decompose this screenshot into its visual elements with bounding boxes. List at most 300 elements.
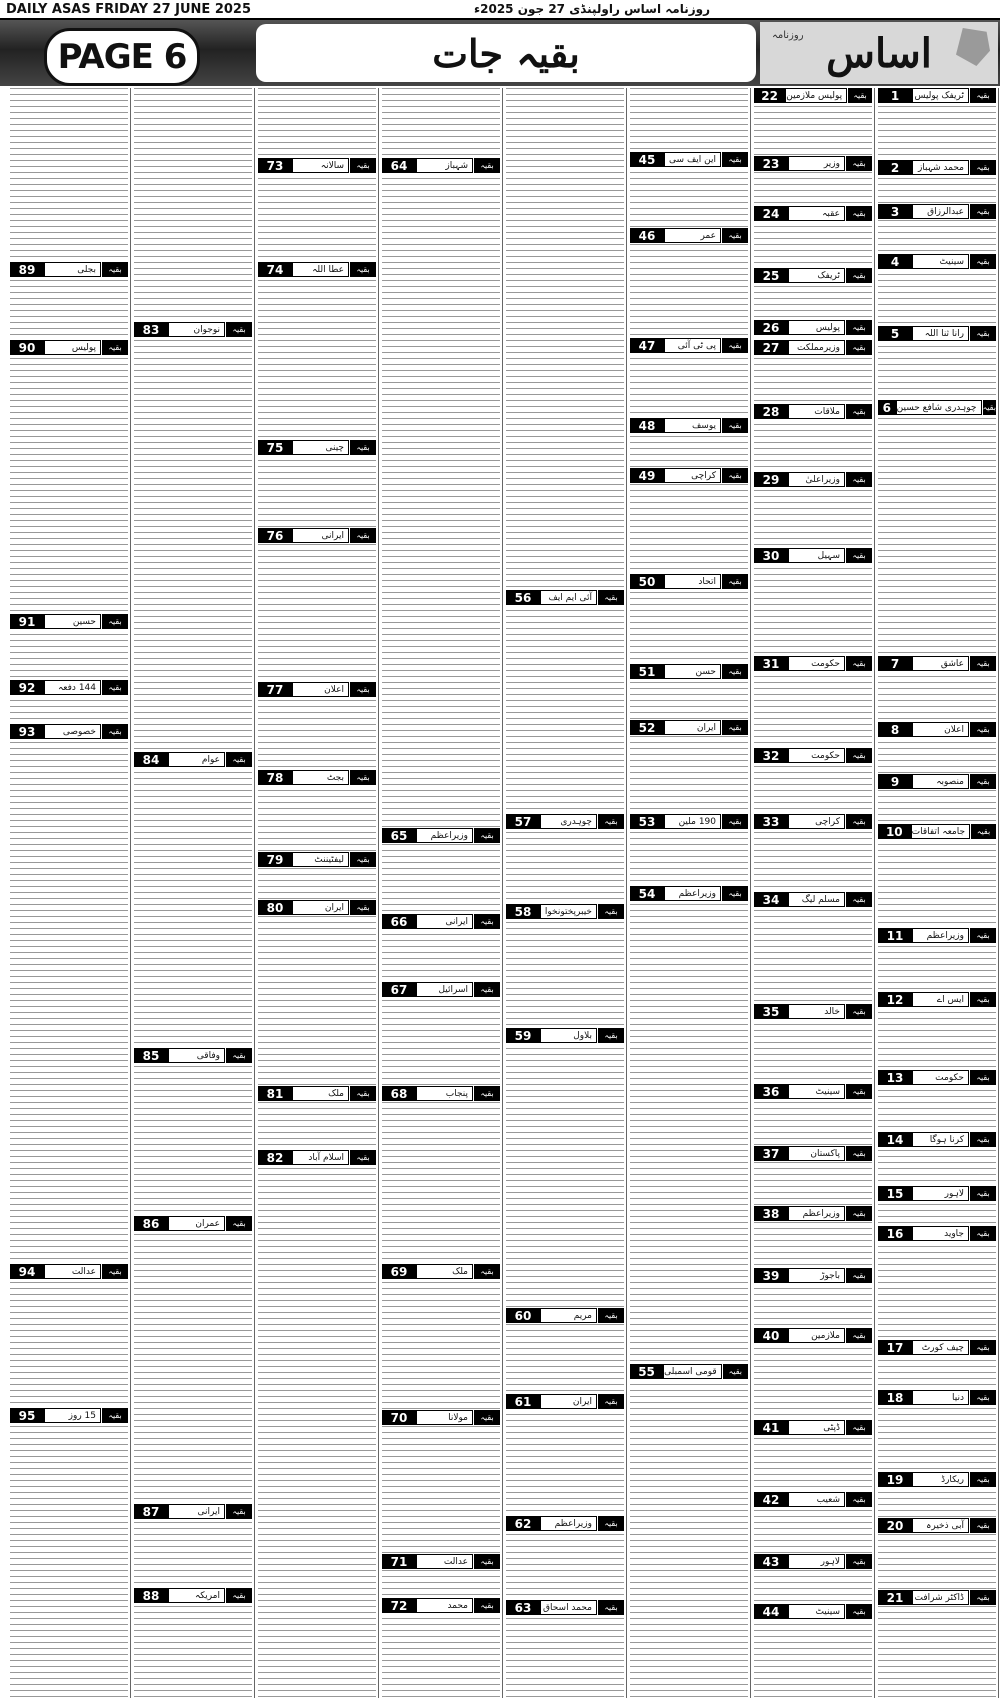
continuation-title: 15 روز xyxy=(44,1408,101,1423)
continuation-number: 41 xyxy=(754,1420,788,1435)
continuation-label: بقیہ xyxy=(969,1590,996,1605)
continuation-title: بجلی xyxy=(44,262,101,277)
continuation-header xyxy=(878,722,996,737)
continuation-label: بقیہ xyxy=(969,88,996,103)
continuation-label: بقیہ xyxy=(969,326,996,341)
continuation-label: بقیہ xyxy=(349,900,376,915)
continuation-title: ملازمین xyxy=(788,1328,845,1343)
continuation-label: بقیہ xyxy=(721,574,748,589)
continuation-number: 29 xyxy=(754,472,788,487)
continuation-label: بقیہ xyxy=(721,720,748,735)
continuation-label: بقیہ xyxy=(597,814,624,829)
continuation-number: 15 xyxy=(878,1186,912,1201)
column-body-text xyxy=(10,88,128,1698)
continuation-label: بقیہ xyxy=(845,206,872,221)
continuation-label: بقیہ xyxy=(597,904,624,919)
continuation-number: 90 xyxy=(10,340,44,355)
continuation-title: مولانا xyxy=(416,1410,473,1425)
continuation-header xyxy=(258,440,376,455)
continuation-number: 82 xyxy=(258,1150,292,1165)
continuation-number: 91 xyxy=(10,614,44,629)
continuation-header xyxy=(878,254,996,269)
text-column xyxy=(878,88,996,1698)
continuation-number: 38 xyxy=(754,1206,788,1221)
continuation-label: بقیہ xyxy=(845,1604,872,1619)
continuation-title: ٹریفک xyxy=(788,268,845,283)
continuation-title: پنجاب xyxy=(416,1086,473,1101)
continuation-header xyxy=(134,322,252,337)
continuation-title: قومی اسمبلی xyxy=(663,1364,722,1379)
continuation-header xyxy=(258,158,376,173)
continuation-number: 54 xyxy=(630,886,664,901)
continuation-title: عقبہ xyxy=(788,206,845,221)
continuation-title: کراچی xyxy=(788,814,845,829)
continuation-header xyxy=(630,228,748,243)
continuation-number: 25 xyxy=(754,268,788,283)
continuation-header xyxy=(382,982,500,997)
continuation-header xyxy=(10,262,128,277)
continuation-number: 36 xyxy=(754,1084,788,1099)
continuation-number: 68 xyxy=(382,1086,416,1101)
continuation-number: 79 xyxy=(258,852,292,867)
continuation-number: 63 xyxy=(506,1600,540,1615)
continuation-number: 28 xyxy=(754,404,788,419)
continuation-number: 2 xyxy=(878,160,912,175)
continuation-title: دنیا xyxy=(912,1390,969,1405)
continuation-number: 92 xyxy=(10,680,44,695)
continuation-label: بقیہ xyxy=(969,1226,996,1241)
continuation-label: بقیہ xyxy=(969,1390,996,1405)
continuation-header xyxy=(878,326,996,341)
continuation-header xyxy=(754,1268,872,1283)
continuation-label: بقیہ xyxy=(969,928,996,943)
continuation-header xyxy=(754,340,872,355)
continuation-number: 10 xyxy=(878,824,911,839)
continuation-label: بقیہ xyxy=(473,1264,500,1279)
continuation-header xyxy=(878,1390,996,1405)
continuation-header xyxy=(754,268,872,283)
continuation-label: بقیہ xyxy=(845,656,872,671)
continuation-header xyxy=(878,160,996,175)
continuation-label: بقیہ xyxy=(225,1504,252,1519)
continuation-title: لاہور xyxy=(912,1186,969,1201)
continuation-number: 83 xyxy=(134,322,168,337)
continuation-title: خالد xyxy=(788,1004,845,1019)
continuation-number: 86 xyxy=(134,1216,168,1231)
continuation-title: 144 دفعہ xyxy=(44,680,101,695)
continuation-title: سینیٹ xyxy=(788,1084,845,1099)
continuation-label: بقیہ xyxy=(721,468,748,483)
continuation-label: بقیہ xyxy=(721,664,748,679)
continuation-number: 77 xyxy=(258,682,292,697)
continuation-label: بقیہ xyxy=(349,528,376,543)
continuation-header xyxy=(506,1308,624,1323)
continuation-title: ملک xyxy=(416,1264,473,1279)
continuation-number: 48 xyxy=(630,418,664,433)
continuation-header xyxy=(754,748,872,763)
continuation-number: 5 xyxy=(878,326,912,341)
continuation-title: این ایف سی xyxy=(664,152,721,167)
continuation-title: عمران xyxy=(168,1216,225,1231)
continuation-title: کراچی xyxy=(664,468,721,483)
continuation-number: 71 xyxy=(382,1554,416,1569)
continuation-label: بقیہ xyxy=(969,656,996,671)
continuation-label: بقیہ xyxy=(845,320,872,335)
text-column xyxy=(754,88,872,1698)
continuation-header xyxy=(754,88,872,103)
continuation-number: 81 xyxy=(258,1086,292,1101)
continuation-header xyxy=(382,914,500,929)
continuation-number: 24 xyxy=(754,206,788,221)
continuation-title: چوہدری xyxy=(540,814,597,829)
continuation-header xyxy=(10,1408,128,1423)
continuation-title: عاشق xyxy=(912,656,969,671)
continuation-header xyxy=(878,824,996,839)
continuation-label: بقیہ xyxy=(722,1364,748,1379)
continuation-number: 58 xyxy=(506,904,540,919)
continuation-label: بقیہ xyxy=(225,1588,252,1603)
continuation-header xyxy=(630,664,748,679)
continuation-label: بقیہ xyxy=(721,418,748,433)
continuation-header xyxy=(630,468,748,483)
continuation-header xyxy=(754,892,872,907)
continuation-header xyxy=(382,1554,500,1569)
continuation-title: لیفٹیننٹ xyxy=(292,852,349,867)
continuation-title: سینیٹ xyxy=(912,254,969,269)
continuation-number: 69 xyxy=(382,1264,416,1279)
continuation-title: آئی ایم ایف xyxy=(540,590,597,605)
continuation-title: اسلام آباد xyxy=(292,1150,349,1165)
continuation-title: ایرانی xyxy=(168,1504,225,1519)
continuation-number: 78 xyxy=(258,770,292,785)
continuation-number: 62 xyxy=(506,1516,540,1531)
continuation-number: 49 xyxy=(630,468,664,483)
top-strip xyxy=(0,0,1000,20)
continuation-header xyxy=(754,1146,872,1161)
continuation-title: اعلان xyxy=(912,722,969,737)
continuation-header xyxy=(506,1600,624,1615)
continuation-label: بقیہ xyxy=(845,548,872,563)
continuation-header xyxy=(10,340,128,355)
continuation-label: بقیہ xyxy=(845,472,872,487)
continuation-number: 57 xyxy=(506,814,540,829)
continuation-title: وزیراعظم xyxy=(416,828,473,843)
continuation-title: وزیراعظم xyxy=(540,1516,597,1531)
text-column xyxy=(506,88,624,1698)
continuation-header xyxy=(754,1604,872,1619)
continuation-title: خیبرپختونخوا xyxy=(540,904,597,919)
continuation-header xyxy=(382,158,500,173)
continuation-title: عمر xyxy=(664,228,721,243)
continuation-header xyxy=(630,152,748,167)
continuation-label: بقیہ xyxy=(101,680,128,695)
continuation-title: پی ٹی آئی xyxy=(664,338,721,353)
continuation-label: بقیہ xyxy=(969,1070,996,1085)
continuation-label: بقیہ xyxy=(982,400,997,415)
continuation-title: مسلم لیگ xyxy=(788,892,845,907)
continuation-label: بقیہ xyxy=(721,814,748,829)
continuation-number: 76 xyxy=(258,528,292,543)
continuation-title: ریکارڈ xyxy=(912,1472,969,1487)
continuation-number: 4 xyxy=(878,254,912,269)
continuation-header xyxy=(754,1206,872,1221)
continuation-label: بقیہ xyxy=(969,254,996,269)
continuation-title: چوہدری شافع حسین xyxy=(896,400,982,415)
continuation-number: 93 xyxy=(10,724,44,739)
continuation-number: 14 xyxy=(878,1132,912,1147)
continuation-header xyxy=(630,814,748,829)
continuation-header xyxy=(506,1028,624,1043)
continuation-title: اتحاد xyxy=(664,574,721,589)
continuation-number: 85 xyxy=(134,1048,168,1063)
continuation-number: 43 xyxy=(754,1554,788,1569)
continuation-header xyxy=(134,1588,252,1603)
continuation-header xyxy=(878,1070,996,1085)
continuation-title: بلاول xyxy=(540,1028,597,1043)
urdu-date: روزنامہ اساس راولپنڈی 27 جون 2025ء xyxy=(473,2,710,16)
continuation-header xyxy=(506,1394,624,1409)
continuation-number: 34 xyxy=(754,892,788,907)
continuation-number: 37 xyxy=(754,1146,788,1161)
continuation-label: بقیہ xyxy=(473,1086,500,1101)
continuation-header xyxy=(382,1598,500,1613)
continuation-header xyxy=(754,320,872,335)
section-title: بقیہ جات xyxy=(256,24,756,82)
continuation-header xyxy=(754,656,872,671)
continuation-title: بجٹ xyxy=(292,770,349,785)
continuation-label: بقیہ xyxy=(845,1084,872,1099)
continuation-header xyxy=(878,656,996,671)
continuation-header xyxy=(630,886,748,901)
continuation-title: امریکہ xyxy=(168,1588,225,1603)
continuation-title: ڈپٹی xyxy=(788,1420,845,1435)
continuation-label: بقیہ xyxy=(101,1408,128,1423)
continuation-number: 87 xyxy=(134,1504,168,1519)
continuation-title: ایران xyxy=(292,900,349,915)
continuation-label: بقیہ xyxy=(969,160,996,175)
continuation-title: وزیر xyxy=(788,156,845,171)
continuation-title: شہباز xyxy=(416,158,473,173)
continuation-number: 8 xyxy=(878,722,912,737)
continuation-title: عدالت xyxy=(44,1264,101,1279)
continuation-title: مریم xyxy=(540,1308,597,1323)
continuation-number: 44 xyxy=(754,1604,788,1619)
continuation-title: اعلان xyxy=(292,682,349,697)
continuation-title: 190 ملین xyxy=(664,814,721,829)
continuation-number: 89 xyxy=(10,262,44,277)
continuation-title: محمد اسحاق xyxy=(540,1600,597,1615)
continuation-header xyxy=(754,1328,872,1343)
continuation-label: بقیہ xyxy=(349,770,376,785)
continuation-header xyxy=(754,548,872,563)
page-number-badge: PAGE 6 xyxy=(44,28,200,86)
continuation-title: محمد xyxy=(416,1598,473,1613)
continuation-number: 95 xyxy=(10,1408,44,1423)
continuation-title: یوسف xyxy=(664,418,721,433)
text-column xyxy=(10,88,128,1698)
continuation-label: بقیہ xyxy=(969,1472,996,1487)
continuation-title: وزیراعظم xyxy=(664,886,721,901)
continuation-label: بقیہ xyxy=(969,204,996,219)
continuation-title: ایران xyxy=(664,720,721,735)
continuation-title: ملاقات xyxy=(788,404,845,419)
continuation-header xyxy=(754,404,872,419)
continuation-number: 70 xyxy=(382,1410,416,1425)
continuation-header xyxy=(630,574,748,589)
continuation-header xyxy=(878,992,996,1007)
continuation-header xyxy=(878,774,996,789)
continuation-header xyxy=(134,1504,252,1519)
continuation-title: رانا ثنا اللہ xyxy=(912,326,969,341)
continuation-header xyxy=(630,418,748,433)
continuation-title: ڈاکٹر شرافت xyxy=(912,1590,969,1605)
continuation-label: بقیہ xyxy=(845,1268,872,1283)
continuation-title: پولیس ملازمین xyxy=(785,88,847,103)
continuation-number: 7 xyxy=(878,656,912,671)
continuation-title: عوام xyxy=(168,752,225,767)
continuation-label: بقیہ xyxy=(969,1132,996,1147)
continuation-label: بقیہ xyxy=(845,748,872,763)
continuation-header xyxy=(134,1216,252,1231)
text-column xyxy=(134,88,252,1698)
continuation-title: سہیل xyxy=(788,548,845,563)
continuation-number: 74 xyxy=(258,262,292,277)
continuation-number: 39 xyxy=(754,1268,788,1283)
continuation-number: 51 xyxy=(630,664,664,679)
continuation-number: 52 xyxy=(630,720,664,735)
continuation-number: 55 xyxy=(630,1364,663,1379)
continuation-header xyxy=(754,472,872,487)
edition-line: DAILY ASAS FRIDAY 27 JUNE 2025 xyxy=(6,1,252,17)
continuation-title: ایران xyxy=(540,1394,597,1409)
continuation-label: بقیہ xyxy=(597,590,624,605)
continuation-header xyxy=(258,262,376,277)
continuation-title: خصوصی xyxy=(44,724,101,739)
continuation-title: پولیس xyxy=(788,320,845,335)
continuation-number: 67 xyxy=(382,982,416,997)
continuation-title: وزیرمملکت xyxy=(788,340,845,355)
continuation-label: بقیہ xyxy=(473,1598,500,1613)
continuation-header xyxy=(754,156,872,171)
continuations-body xyxy=(4,88,996,1698)
continuation-header xyxy=(506,1516,624,1531)
continuation-header xyxy=(10,724,128,739)
continuation-label: بقیہ xyxy=(101,1264,128,1279)
continuation-header xyxy=(258,900,376,915)
continuation-label: بقیہ xyxy=(473,1554,500,1569)
continuation-title: اسرائیل xyxy=(416,982,473,997)
continuation-title: کرنا ہوگا xyxy=(912,1132,969,1147)
continuation-label: بقیہ xyxy=(721,228,748,243)
continuation-label: بقیہ xyxy=(845,1420,872,1435)
continuation-label: بقیہ xyxy=(473,158,500,173)
continuation-number: 88 xyxy=(134,1588,168,1603)
continuation-header xyxy=(754,1492,872,1507)
continuation-number: 94 xyxy=(10,1264,44,1279)
continuation-number: 45 xyxy=(630,152,664,167)
continuation-title: جاوید xyxy=(912,1226,969,1241)
continuation-header xyxy=(10,680,128,695)
continuation-title: پاکستان xyxy=(788,1146,845,1161)
continuation-label: بقیہ xyxy=(473,828,500,843)
continuation-title: باجوڑ xyxy=(788,1268,845,1283)
continuation-number: 72 xyxy=(382,1598,416,1613)
continuation-title: ملک xyxy=(292,1086,349,1101)
continuation-number: 9 xyxy=(878,774,912,789)
continuation-label: بقیہ xyxy=(349,1086,376,1101)
continuation-number: 30 xyxy=(754,548,788,563)
continuation-header xyxy=(382,1264,500,1279)
continuation-label: بقیہ xyxy=(473,1410,500,1425)
continuation-label: بقیہ xyxy=(721,886,748,901)
continuation-number: 42 xyxy=(754,1492,788,1507)
continuation-number: 61 xyxy=(506,1394,540,1409)
continuation-header xyxy=(878,1518,996,1533)
continuation-title: منصوبہ xyxy=(912,774,969,789)
continuation-header xyxy=(878,1340,996,1355)
continuation-number: 33 xyxy=(754,814,788,829)
continuation-number: 27 xyxy=(754,340,788,355)
continuation-number: 11 xyxy=(878,928,912,943)
continuation-title: چیف کورٹ xyxy=(912,1340,969,1355)
continuation-label: بقیہ xyxy=(969,1518,996,1533)
continuation-title: وزیراعظم xyxy=(788,1206,845,1221)
continuation-header xyxy=(258,852,376,867)
continuation-label: بقیہ xyxy=(969,722,996,737)
continuation-label: بقیہ xyxy=(473,914,500,929)
continuation-number: 66 xyxy=(382,914,416,929)
continuation-title: محمد شہباز xyxy=(912,160,969,175)
continuation-label: بقیہ xyxy=(845,268,872,283)
continuation-title: ٹریفک پولیس xyxy=(912,88,969,103)
continuation-label: بقیہ xyxy=(225,1048,252,1063)
continuation-header xyxy=(754,206,872,221)
continuation-header xyxy=(258,1086,376,1101)
continuation-number: 73 xyxy=(258,158,292,173)
continuation-label: بقیہ xyxy=(101,614,128,629)
continuation-title: چینی xyxy=(292,440,349,455)
continuation-title: نوجوان xyxy=(168,322,225,337)
continuation-title: لاہور xyxy=(788,1554,845,1569)
continuation-header xyxy=(754,814,872,829)
continuation-number: 84 xyxy=(134,752,168,767)
continuation-title: ایس اے xyxy=(912,992,969,1007)
continuation-header xyxy=(878,928,996,943)
continuation-number: 6 xyxy=(878,400,896,415)
continuation-number: 26 xyxy=(754,320,788,335)
continuation-title: حکومت xyxy=(912,1070,969,1085)
continuation-header xyxy=(258,1150,376,1165)
continuation-header xyxy=(878,88,996,103)
continuation-label: بقیہ xyxy=(845,1328,872,1343)
column-body-text xyxy=(506,88,624,1698)
continuation-header xyxy=(258,528,376,543)
continuation-number: 40 xyxy=(754,1328,788,1343)
continuation-label: بقیہ xyxy=(349,1150,376,1165)
continuation-title: عدالت xyxy=(416,1554,473,1569)
continuation-label: بقیہ xyxy=(845,1554,872,1569)
logo-subtitle: روزنامہ xyxy=(772,30,804,41)
continuation-label: بقیہ xyxy=(969,992,996,1007)
continuation-title: ایرانی xyxy=(292,528,349,543)
continuation-label: بقیہ xyxy=(597,1308,624,1323)
continuation-label: بقیہ xyxy=(721,338,748,353)
continuation-number: 20 xyxy=(878,1518,912,1533)
continuation-label: بقیہ xyxy=(845,892,872,907)
continuation-header xyxy=(878,1186,996,1201)
continuation-title: حکومت xyxy=(788,656,845,671)
continuation-title: عطا اللہ xyxy=(292,262,349,277)
